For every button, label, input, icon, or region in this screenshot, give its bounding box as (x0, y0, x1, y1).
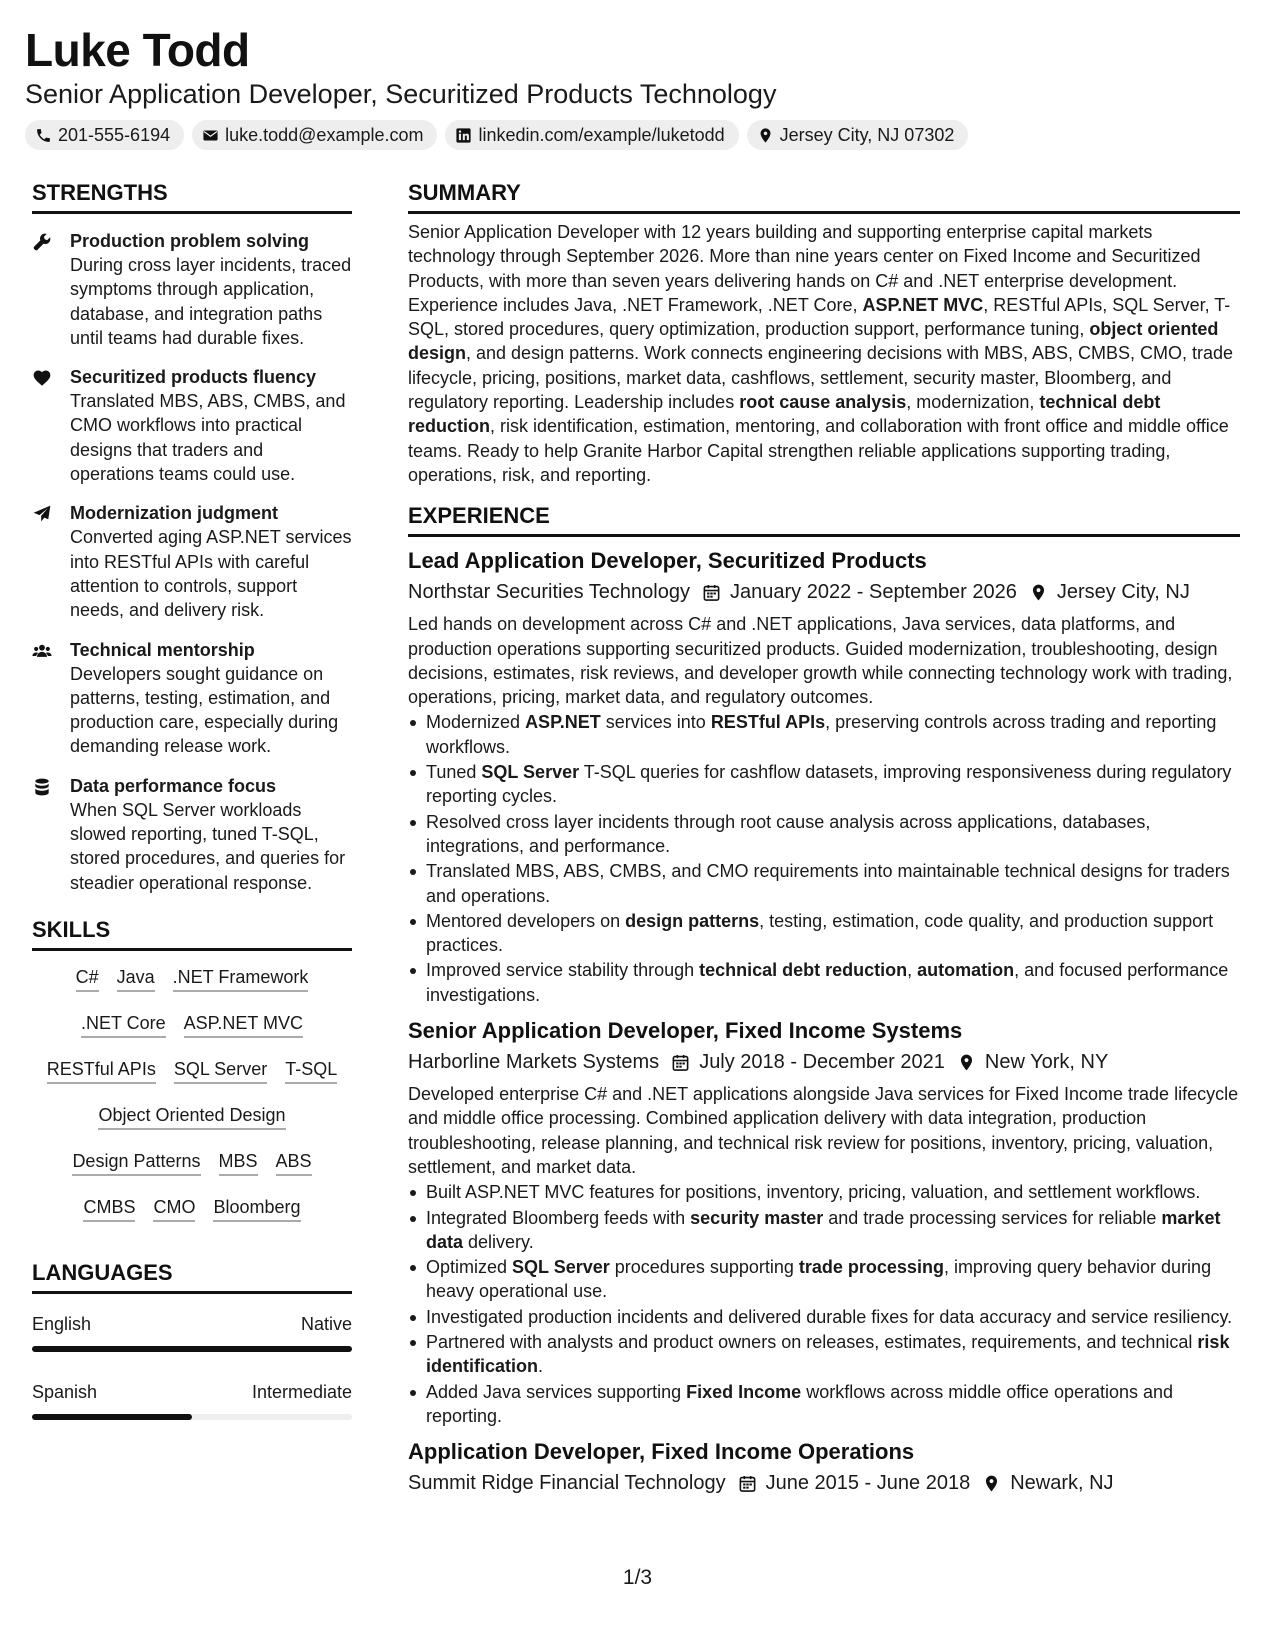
job-title: Application Developer, Fixed Income Operations (408, 1439, 915, 1465)
job-description: Developed enterprise C# and .NET applications alongside Java services for Fixed Income trade lifecycle and middle office processing. Combined application delivery with data integration, production troubleshooting, release planning, and technical risk review for positions, inventory, pricing, valuation, settlement, and market data. (408, 1084, 1239, 1177)
location-pin-icon (1029, 583, 1048, 602)
job-company: Summit Ridge Financial Technology (408, 1472, 726, 1495)
job-title: Senior Application Developer, Fixed Income Systems (408, 1018, 963, 1044)
strength-item (32, 774, 352, 895)
candidate-title: Senior Application Developer, Securitized Products Technology (25, 79, 777, 109)
skills-list (32, 965, 352, 1222)
skill-row (32, 965, 352, 992)
job-bullet: Built ASP.NET MVC features for positions, inventory, pricing, valuation, and settlement workflows. (408, 1180, 1240, 1204)
page-number: 1/3 (622, 1566, 653, 1589)
contact-location (747, 120, 969, 150)
skill-tag: .NET Core (81, 1011, 166, 1038)
job-entry (408, 1016, 1240, 1428)
language-bar (32, 1346, 352, 1352)
job-meta (408, 1048, 1240, 1076)
strength-title: Securitized products fluency (70, 367, 317, 388)
skill-tag: ABS (276, 1149, 312, 1176)
job-bullet: Tuned SQL Server T-SQL queries for cashflow datasets, improving responsiveness during regulatory reporting cycles. (408, 760, 1240, 809)
location-pin-icon (757, 127, 774, 144)
linkedin-icon (455, 127, 472, 144)
strength-desc: Converted aging ASP.NET services into RESTful APIs with careful attention to controls, support needs, and delivery risk. (70, 527, 352, 621)
experience-heading: EXPERIENCE (408, 501, 1240, 537)
calendar-icon (738, 1474, 757, 1493)
summary-heading: SUMMARY (408, 178, 1240, 214)
job-location: Newark, NJ (1010, 1472, 1114, 1495)
skill-tag: ASP.NET MVC (184, 1011, 303, 1038)
job-bullet: Translated MBS, ABS, CMBS, and CMO requirements into maintainable technical designs for traders and operations. (408, 859, 1240, 908)
strength-desc: When SQL Server workloads slowed reporting, tuned T-SQL, stored procedures, and queries for steadier operational response. (70, 799, 346, 893)
wrench-icon (32, 232, 52, 252)
job-meta (408, 1469, 1240, 1497)
skill-tag: SQL Server (174, 1057, 267, 1084)
job-bullet: Partnered with analysts and product owners on releases, estimates, requirements, and technical risk identification. (408, 1330, 1240, 1379)
strength-item (32, 365, 352, 486)
job-bullet: Investigated production incidents and delivered durable fixes for data accuracy and service resiliency. (408, 1305, 1240, 1329)
strength-title: Technical mentorship (70, 639, 255, 660)
skill-row (32, 1195, 352, 1222)
strengths-heading: STRENGTHS (32, 178, 352, 214)
job-bullet: Improved service stability through technical debt reduction, automation, and focused performance investigations. (408, 958, 1240, 1007)
skills-heading: SKILLS (32, 915, 352, 951)
strength-item (32, 638, 352, 759)
language-bar (32, 1414, 352, 1420)
strengths-section (32, 178, 352, 895)
language-level: Intermediate (251, 1381, 352, 1402)
skill-tag: C# (76, 965, 99, 992)
experience-section (408, 501, 1240, 1497)
strength-desc: Translated MBS, ABS, CMBS, and CMO workflows into practical designs that traders and operations teams could use. (70, 391, 346, 485)
heart-icon (32, 368, 52, 388)
strength-title: Production problem solving (70, 231, 310, 251)
strength-title: Data performance focus (70, 775, 277, 796)
contact-text: luke.todd@example.com (225, 124, 424, 145)
language-bar-fill (32, 1346, 352, 1352)
contact-email[interactable] (192, 120, 437, 150)
strength-title: Modernization judgment (70, 503, 278, 524)
skill-tag: Bloomberg (213, 1195, 300, 1222)
phone-icon (35, 127, 52, 144)
strength-desc: Developers sought guidance on patterns, testing, estimation, and production care, especially during demanding release work. (70, 663, 339, 757)
skill-tag: Java (117, 965, 155, 992)
paper-plane-icon (32, 504, 52, 524)
job-dates: July 2018 - December 2021 (699, 1051, 945, 1074)
languages-section (32, 1258, 352, 1420)
skill-tag: CMO (153, 1195, 195, 1222)
strength-item (32, 229, 352, 350)
contact-text: Jersey City, NJ 07302 (779, 124, 955, 145)
job-entry (408, 546, 1240, 1007)
skill-tag: .NET Framework (173, 965, 309, 992)
skill-tag: RESTful APIs (47, 1057, 156, 1084)
language-bar-fill (32, 1414, 192, 1420)
users-icon (32, 641, 52, 661)
contact-bar (25, 120, 1255, 150)
job-dates: January 2022 - September 2026 (730, 581, 1017, 604)
job-location: Jersey City, NJ (1056, 581, 1190, 604)
database-icon (32, 777, 52, 797)
language-item (32, 1380, 352, 1420)
skill-row (32, 1011, 352, 1038)
job-location: New York, NY (984, 1051, 1109, 1074)
job-company: Harborline Markets Systems (408, 1051, 660, 1074)
location-pin-icon (957, 1053, 976, 1072)
job-bullets (408, 710, 1240, 1007)
job-company: Northstar Securities Technology (408, 581, 690, 604)
contact-phone[interactable] (25, 120, 184, 150)
job-description: Led hands on development across C# and .NET applications, Java services, data platforms, and production operations supporting securitized products. Guided modernization, troubleshooting, design decisions, estimates, risk reviews, and developer growth while connecting technology work with trading, operations, pricing, market data, and regulatory outcomes. (408, 614, 1233, 708)
calendar-icon (671, 1053, 690, 1072)
job-bullet: Mentored developers on design patterns, testing, estimation, code quality, and production support practices. (408, 909, 1240, 958)
language-name: English (32, 1313, 92, 1334)
contact-linkedin[interactable] (445, 120, 738, 150)
strength-item (32, 501, 352, 622)
summary-section (408, 178, 1240, 487)
job-bullet: Resolved cross layer incidents through root cause analysis across applications, databases, integrations, and performance. (408, 810, 1240, 859)
job-title: Lead Application Developer, Securitized Products (408, 548, 927, 574)
job-bullet: Modernized ASP.NET services into RESTful APIs, preserving controls across trading and reporting workflows. (408, 710, 1240, 759)
candidate-name: Luke Todd (25, 24, 250, 76)
job-bullet: Optimized SQL Server procedures supporting trade processing, improving query behavior during heavy operational use. (408, 1255, 1240, 1304)
skill-row (32, 1057, 352, 1084)
language-item (32, 1312, 352, 1352)
envelope-icon (202, 127, 219, 144)
job-bullet: Added Java services supporting Fixed Income workflows across middle office operations and reporting. (408, 1380, 1240, 1429)
calendar-icon (702, 583, 721, 602)
skill-tag: CMBS (83, 1195, 135, 1222)
right-column (408, 178, 1240, 1497)
job-meta (408, 578, 1240, 606)
skill-tag: MBS (219, 1149, 258, 1176)
job-bullets (408, 1180, 1240, 1428)
left-column (32, 178, 352, 1420)
contact-text: 201-555-6194 (58, 124, 171, 145)
skills-section (32, 915, 352, 1222)
job-list (408, 546, 1240, 1497)
location-pin-icon (982, 1474, 1001, 1493)
summary-text: Senior Application Developer with 12 years building and supporting enterprise capital markets technology through September 2026. More than nine years center on Fixed Income and Securitized Products, with more than seven years delivering hands on C# and .NET enterprise development. Experience includes Java, .NET Framework, .NET Core, ASP.NET MVC, RESTful APIs, SQL Server, T-SQL, stored procedures, query optimization, production support, performance tuning, object oriented design, and design patterns. Work connects engineering decisions with MBS, ABS, CMBS, CMO, trade lifecycle, pricing, positions, market data, cashflows, settlement, security master, Bloomberg, and regulatory reporting. Leadership includes root cause analysis, modernization, technical debt reduction, risk identification, estimation, mentoring, and collaboration with front office and middle office teams. Ready to help Granite Harbor Capital strengthen reliable applications supporting trading, operations, risk, and reporting. (408, 222, 1234, 485)
skill-tag: T-SQL (285, 1057, 337, 1084)
resume-header (25, 22, 1255, 150)
language-name: Spanish (32, 1381, 98, 1402)
skill-row (32, 1103, 352, 1130)
strength-desc: During cross layer incidents, traced symptoms through application, database, and integration paths until teams had durable fixes. (70, 255, 352, 348)
skill-tag: Design Patterns (72, 1149, 200, 1176)
job-bullet: Integrated Bloomberg feeds with security master and trade processing services for reliable market data delivery. (408, 1206, 1240, 1255)
job-entry (408, 1437, 1240, 1497)
job-dates: June 2015 - June 2018 (765, 1472, 971, 1495)
skill-row (32, 1149, 352, 1176)
contact-text: linkedin.com/example/luketodd (478, 124, 725, 145)
languages-heading: LANGUAGES (32, 1258, 352, 1294)
skill-tag: Object Oriented Design (98, 1103, 285, 1130)
language-level: Native (300, 1313, 352, 1334)
